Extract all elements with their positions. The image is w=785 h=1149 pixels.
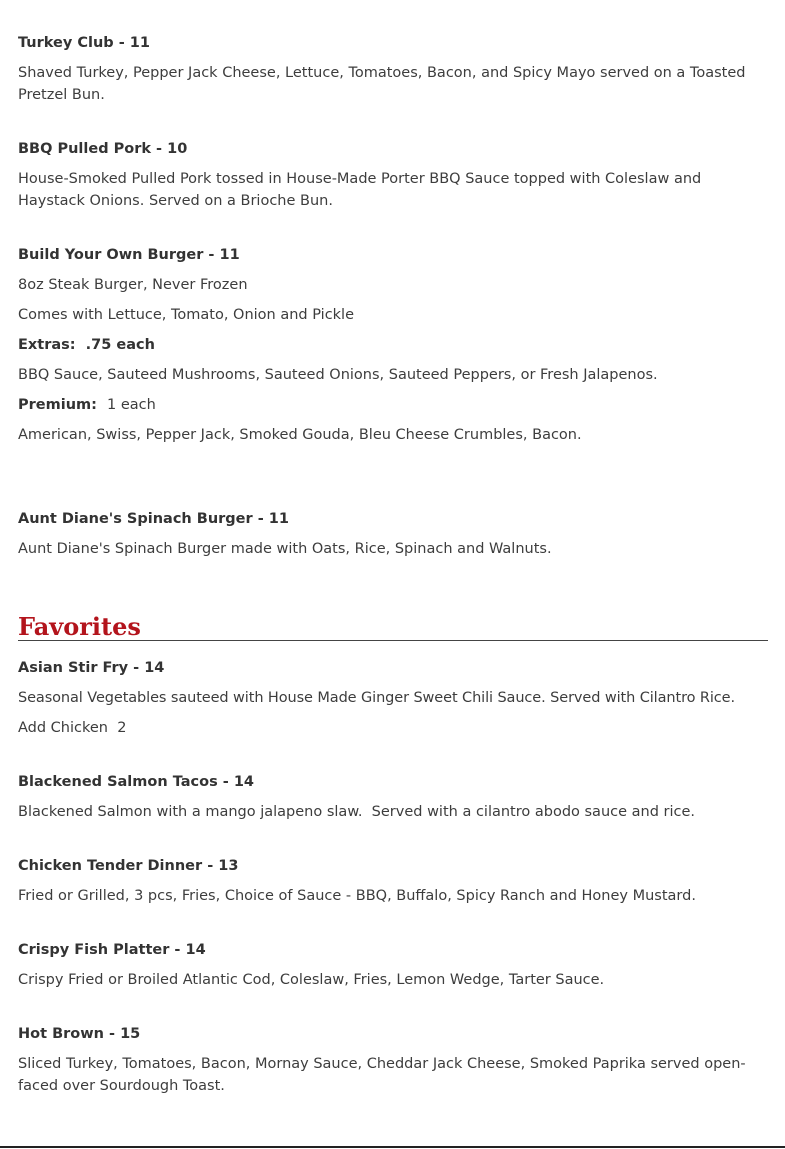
menu-item-chicken-tender — [18, 855, 758, 907]
menu-item-turkey-club — [18, 32, 758, 106]
item-title: Build Your Own Burger - 11 — [18, 247, 240, 263]
item-title: Asian Stir Fry - 14 — [18, 660, 165, 676]
item-addon: Add Chicken 2 — [18, 720, 127, 736]
item-description: Fried or Grilled, 3 pcs, Fries, Choice of Sauce - BBQ, Buffalo, Spicy Ranch and Honey Mustard. — [18, 888, 696, 904]
item-description: Blackened Salmon with a mango jalapeno slaw. Served with a cilantro abodo sauce and rice. — [18, 804, 696, 820]
item-title: Turkey Club - 11 — [18, 35, 150, 51]
item-title: Hot Brown - 15 — [18, 1026, 141, 1042]
bottom-divider — [0, 1146, 785, 1148]
menu-item-spinach-burger — [18, 508, 758, 560]
menu-item-bbq-pulled-pork — [18, 138, 758, 212]
burger-patty-line: 8oz Steak Burger, Never Frozen — [18, 277, 248, 293]
premium-list: American, Swiss, Pepper Jack, Smoked Gouda, Bleu Cheese Crumbles, Bacon. — [18, 427, 582, 443]
section-title: Favorites — [18, 612, 141, 641]
menu-item-hot-brown — [18, 1023, 758, 1097]
premium-label: Premium: — [18, 397, 97, 413]
item-description: House-Smoked Pulled Pork tossed in House-Made Porter BBQ Sauce topped with Coleslaw and Haystack Onions. Served on a Brioche Bun. — [18, 171, 702, 209]
item-title: Chicken Tender Dinner - 13 — [18, 858, 239, 874]
favorites-section-header — [18, 610, 768, 641]
burger-toppings-line: Comes with Lettuce, Tomato, Onion and Pickle — [18, 307, 355, 323]
item-title: BBQ Pulled Pork - 10 — [18, 141, 188, 157]
extras-label: Extras: — [18, 337, 76, 353]
item-title: Crispy Fish Platter - 14 — [18, 942, 206, 958]
menu-item-crispy-fish — [18, 939, 758, 991]
item-description: Sliced Turkey, Tomatoes, Bacon, Mornay Sauce, Cheddar Jack Cheese, Smoked Paprika served open-faced over Sourdough Toast. — [18, 1056, 746, 1094]
item-description: Seasonal Vegetables sauteed with House Made Ginger Sweet Chili Sauce. Served with Cilantro Rice. — [18, 690, 735, 706]
menu-item-asian-stir-fry — [18, 657, 778, 739]
item-title: Aunt Diane's Spinach Burger - 11 — [18, 511, 289, 527]
extras-price: .75 each — [85, 337, 155, 353]
menu-item-build-your-own-burger — [18, 244, 758, 446]
item-description: Crispy Fried or Broiled Atlantic Cod, Coleslaw, Fries, Lemon Wedge, Tarter Sauce. — [18, 972, 605, 988]
premium-price: 1 each — [107, 397, 156, 413]
premium-line — [18, 394, 758, 416]
menu-item-salmon-tacos — [18, 771, 758, 823]
item-title: Blackened Salmon Tacos - 14 — [18, 774, 255, 790]
item-description: Aunt Diane's Spinach Burger made with Oats, Rice, Spinach and Walnuts. — [18, 541, 552, 557]
extras-line — [18, 334, 758, 356]
item-description: Shaved Turkey, Pepper Jack Cheese, Lettuce, Tomatoes, Bacon, and Spicy Mayo served on a Toasted Pretzel Bun. — [18, 65, 746, 103]
extras-list: BBQ Sauce, Sauteed Mushrooms, Sauteed Onions, Sauteed Peppers, or Fresh Jalapenos. — [18, 367, 658, 383]
